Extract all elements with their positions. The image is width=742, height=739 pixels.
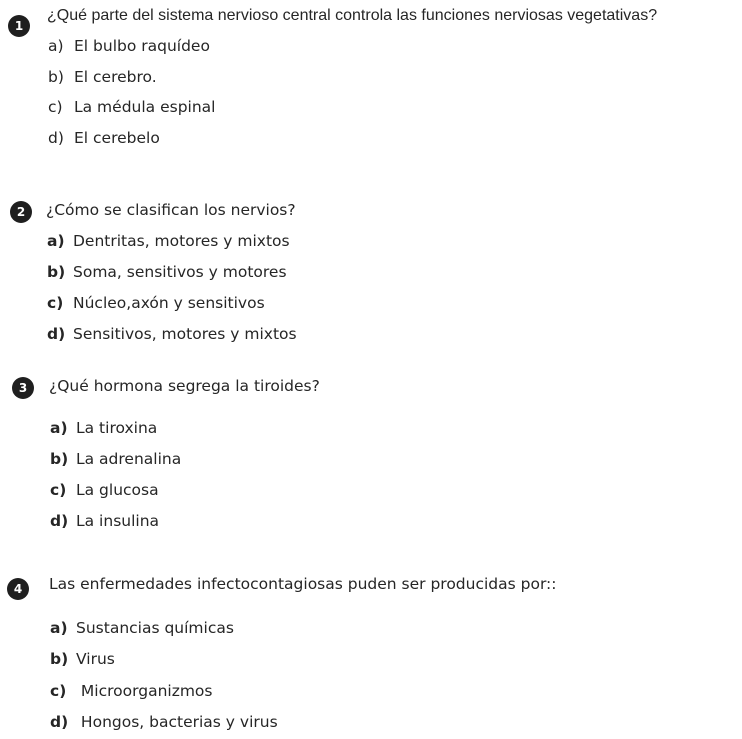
answer-option[interactable] [50, 512, 159, 530]
option-text: La insulina [76, 512, 160, 530]
option-letter: b) [50, 650, 69, 668]
option-letter: a) [50, 419, 68, 437]
question-text: Las enfermedades infectocontagiosas puden ser producidas por:: [49, 575, 557, 593]
option-letter: c) [50, 481, 67, 499]
question-number-badge: 3 [12, 377, 34, 399]
option-text: La tiroxina [76, 419, 158, 437]
answer-option[interactable] [50, 713, 278, 731]
option-letter: c) [48, 98, 63, 116]
option-text: Dentritas, motores y mixtos [73, 232, 290, 250]
option-letter: c) [50, 682, 67, 700]
option-letter: c) [47, 294, 64, 312]
option-letter: b) [47, 263, 66, 281]
answer-option[interactable] [48, 98, 215, 116]
option-letter: b) [50, 450, 69, 468]
answer-option[interactable] [50, 419, 157, 437]
option-letter: d) [50, 713, 69, 731]
option-text: La glucosa [76, 481, 159, 499]
option-letter: a) [48, 37, 64, 55]
answer-option[interactable] [47, 232, 290, 250]
option-letter: d) [47, 325, 66, 343]
option-text: Hongos, bacterias y virus [76, 713, 278, 731]
option-text: La médula espinal [74, 98, 216, 116]
option-text: Núcleo,axón y sensitivos [73, 294, 265, 312]
option-text: La adrenalina [76, 450, 182, 468]
option-letter: b) [48, 68, 64, 86]
answer-option[interactable] [47, 325, 297, 343]
option-text: El cerebelo [74, 129, 160, 147]
answer-option[interactable] [50, 481, 159, 499]
option-letter: d) [48, 129, 64, 147]
option-letter: d) [50, 512, 69, 530]
question-number-badge: 2 [10, 201, 32, 223]
answer-option[interactable] [48, 68, 157, 86]
answer-option[interactable] [47, 294, 265, 312]
question-number-badge: 1 [8, 15, 30, 37]
answer-option[interactable] [50, 450, 181, 468]
option-letter: a) [47, 232, 65, 250]
question-text: ¿Qué hormona segrega la tiroides? [49, 377, 320, 395]
answer-option[interactable] [50, 650, 115, 668]
option-text: Soma, sensitivos y motores [73, 263, 287, 281]
option-text: Sustancias químicas [76, 619, 234, 637]
answer-option[interactable] [47, 263, 287, 281]
question-number-badge: 4 [7, 578, 29, 600]
option-text: Microorganizmos [76, 682, 213, 700]
question-text: ¿Cómo se clasifican los nervios? [46, 201, 296, 219]
answer-option[interactable] [48, 129, 160, 147]
option-text: Sensitivos, motores y mixtos [73, 325, 297, 343]
answer-option[interactable] [48, 37, 210, 55]
question-text: ¿Qué parte del sistema nervioso central controla las funciones nerviosas vegetativas? [47, 7, 658, 24]
option-letter: a) [50, 619, 68, 637]
option-text: El bulbo raquídeo [74, 37, 210, 55]
option-text: Virus [76, 650, 115, 668]
option-text: El cerebro. [74, 68, 157, 86]
answer-option[interactable] [50, 682, 213, 700]
answer-option[interactable] [50, 619, 234, 637]
